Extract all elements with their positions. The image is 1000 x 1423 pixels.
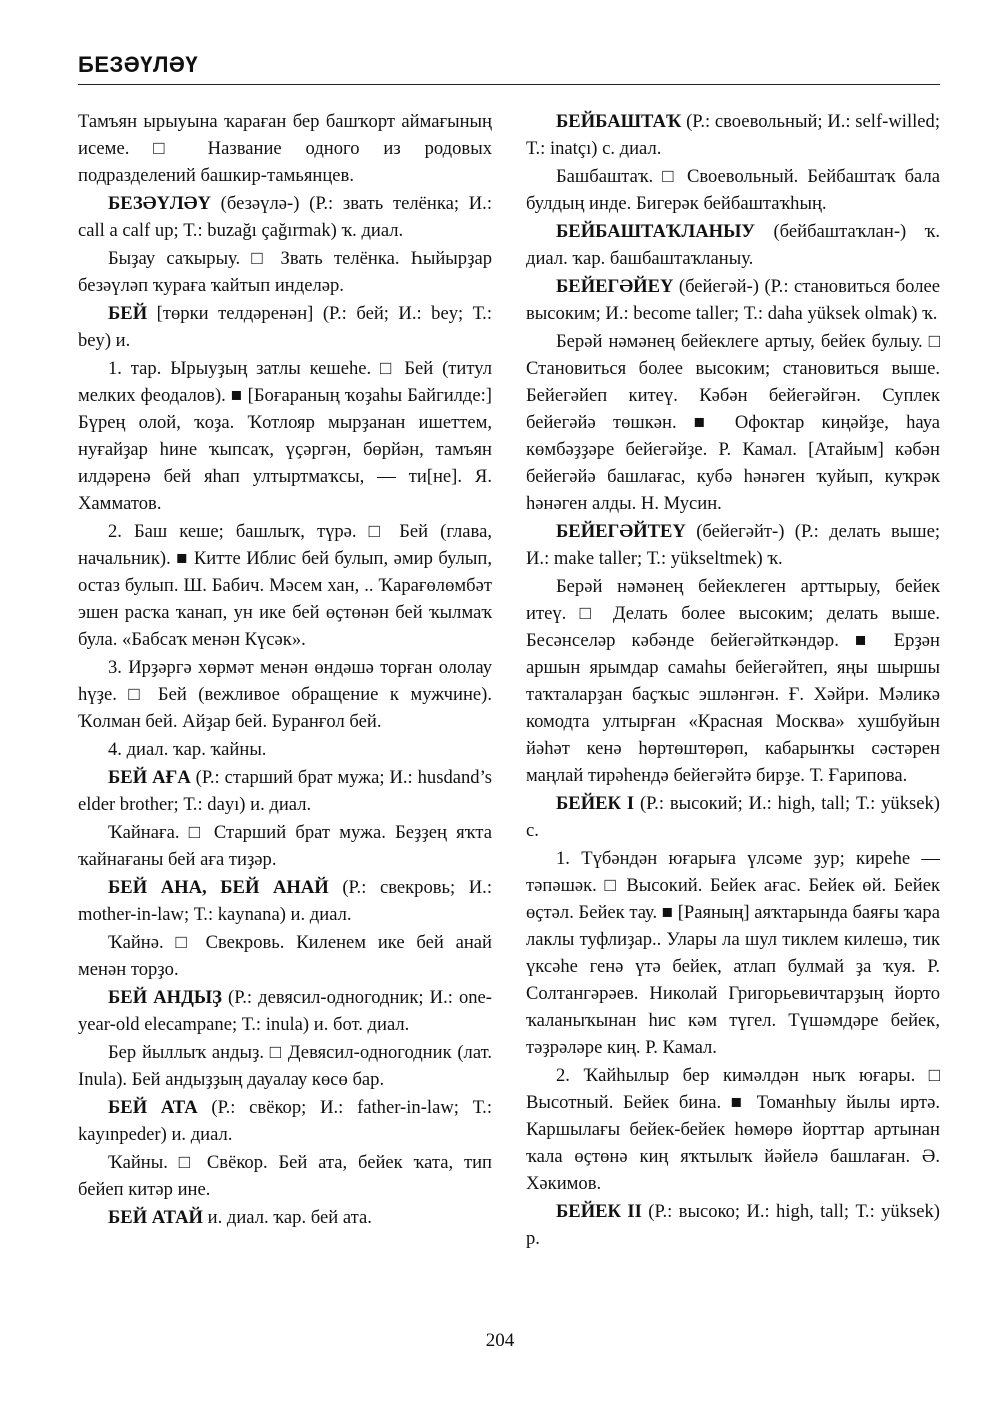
entry-paragraph: БЕЙЕГӘЙЕҮ (бейегәй-) (Р.: становиться более высоким; И.: become taller; Т.: daha yüksek olmak) ҡ. [526, 276, 940, 324]
headword: БЕЗӘҮЛӘҮ [108, 193, 211, 214]
entry-paragraph: 1. Түбәндән юғарыға үлсәме ҙур; киреһе — тәпәшәк. □ Высокий. Бейек ағас. Бейек өй. Бейек өҫтәл. Бейек тау. ■ [Раяның] аяҡтарында баяғы ҡара лаклы туфлиҙар.. Улары ла шул тиклем килешә, тик үксәһе генә үтә бейек, атлап булмай ҙа ҡуя. Р. Солтангәрәев. Николай Григорьевичтарҙың йорто ҡаланыҡынан һис кәм түгел. Түшәмдәре бейек, тәҙрәләре киң. Р. Камал. [526, 848, 940, 1058]
entry-paragraph: БЕЙ АТАЙ и. диал. ҡар. бей ата. [108, 1207, 372, 1228]
headword: БЕЙЕК II [556, 1201, 642, 1222]
entry-paragraph: 4. диал. ҡар. ҡайны. [108, 739, 267, 760]
entry-paragraph: 3. Ирҙәргә хөрмәт менән өндәшә торған ололау һүҙе. □ Бей (вежливое обращение к мужчине). Ҡолман бей. Айҙар бей. Буранғол бей. [78, 657, 492, 732]
headword: БЕЙ АНДЫҘ [108, 987, 222, 1008]
entry-paragraph: Ҡайнә. □ Свекровь. Киленем ике бей анай менән торҙо. [78, 932, 492, 980]
entry-paragraph: БЕЙ АНА, БЕЙ АНАЙ (Р.: свекровь; И.: mother-in-law; Т.: kaynana) и. диал. [78, 877, 492, 925]
entry-paragraph: БЕЙЕК I (Р.: высокий; И.: high, tall; Т.: yüksek) с. [526, 793, 940, 841]
headword: БЕЙ АТАЙ [108, 1207, 203, 1228]
entry-paragraph: Бер йыллыҡ андыҙ. □ Девясил-одногодник (лат. Inula). Бей андыҙҙың дауалау көсө бар. [78, 1042, 492, 1090]
entry-paragraph: БЕЙ АТА (Р.: свёкор; И.: father-in-law; Т.: kayınpeder) и. диал. [78, 1097, 492, 1145]
entry-paragraph: Быҙау саҡырыу. □ Звать телёнка. Һыйырҙар безәүләп ҡураға ҡайтып инделәр. [78, 248, 492, 296]
headword: БЕЙБАШТАҠ [556, 111, 682, 132]
headword: БЕЙЕК I [556, 793, 635, 814]
entry-paragraph: Башбаштаҡ. □ Своевольный. Бейбаштаҡ бала булдың инде. Бигерәк бейбаштаҡһың. [526, 166, 940, 214]
entry-paragraph: Берәй нәмәнең бейеклеген арттырыу, бейек итеү. □ Делать более высоким; делать выше. Бесәнселәр кәбәнде бейегәйткәндәр. ■ Ерҙән аршын ярымдар самаһы бейегәйтеп, яңы шыршы таҡталарҙан баҫҡыс эшләнгән. Ғ. Хәйри. Мәликә комодта ултырған «Красная Москва» хушбуйын йәһәт кенә һөртөштөрөп, кабарынҡы сәстәрен маңлай тирәһендә бейегәйтә бирҙе. Т. Ғарипова. [526, 576, 940, 786]
headword: БЕЙ АҒА [108, 767, 191, 788]
left-column [78, 108, 492, 1232]
entry-paragraph: 2. Ҡайһылыр бер кимәлдән ныҡ юғары. □ Высотный. Бейек бина. ■ Томанһыу йылы иртә. Каршылағы бейек-бейек һөмөрө йорттар артынан ҡала өҫтөнә киң яҡтылыҡ йәйелә башлаған. Ә. Хәкимов. [526, 1065, 940, 1194]
headword: БЕЙ [108, 303, 148, 324]
entry-paragraph: Берәй нәмәнең бейеклеге артыу, бейек булыу. □ Становиться более высоким; становиться выше. Бейегәйеп китеү. Кәбән бейегәйгән. Суплек бейегәйә төшкән. ■ Офоктар киңәйҙе, һауа көмбәҙҙәре бейегәйҙе. Р. Камал. [Атайым] кәбән бейегәйә башлағас, кубә һәнәген ҡуйып, куҡрәк һәнәген алды. Н. Мусин. [526, 331, 940, 514]
entry-paragraph: Ҡайны. □ Свёкор. Бей ата, бейек ҡата, тип бейеп китәр ине. [78, 1152, 492, 1200]
headword: БЕЙ АНА, БЕЙ АНАЙ [108, 877, 329, 898]
entry-paragraph: БЕЙЕГӘЙТЕҮ (бейегәйт-) (Р.: делать выше; И.: make taller; Т.: yükseltmek) ҡ. [526, 521, 940, 569]
right-column [526, 108, 940, 1253]
entry-paragraph: Ҡайнаға. □ Старший брат мужа. Беҙҙең яҡта ҡайнағаны бей аға тиҙәр. [78, 822, 492, 870]
entry-paragraph: БЕЙЕК II (Р.: высоко; И.: high, tall; Т.: yüksek) р. [526, 1201, 940, 1249]
entry-paragraph: БЕЙ [төрки телдәренән] (Р.: бей; И.: bey; Т.: bey) и. [78, 303, 492, 351]
entry-paragraph: БЕЙБАШТАҠ (Р.: своевольный; И.: self-willed; Т.: inatçı) с. диал. [526, 111, 940, 159]
headword: БЕЙБАШТАҠЛАНЫУ [556, 221, 756, 242]
entry-paragraph: 2. Баш кеше; башлыҡ, түрә. □ Бей (глава, начальник). ■ Китте Иблис бей булып, әмир булып, остаз булып. Ш. Бабич. Мәсем хан, .. Ҡарағөлөмбәт эшен расҡа ҡанап, ун ике бей өҫтөнән бей ҡылмаҡ була. «Бабсаҡ менән Күсәк». [78, 521, 492, 650]
entry-paragraph: 1. тар. Ырыуҙың затлы кешеһе. □ Бей (титул мелких феодалов). ■ [Боғараның ҡоҙаһы Байгилде:] Бүрең олой, ҡоҙа. Ҡотлояр мырҙанан ишеттем, нуғайҙар һине ҡыпсаҡ, үҫәргән, бөрйән, тамъян илдәренә бей яһап ултыртмаҡсы, — ти[не]. Я. Хамматов. [78, 358, 492, 514]
headword: БЕЙ АТА [108, 1097, 198, 1118]
entry-paragraph: Тамъян ырыуына ҡараған бер башҡорт аймағының исеме. □ Название одного из родовых подразделений башкир-тамьянцев. [78, 111, 492, 186]
entry-paragraph: БЕЙБАШТАҠЛАНЫУ (бейбаштаҡлан-) ҡ. диал. ҡар. башбаштаҡланыу. [526, 221, 940, 269]
entry-paragraph: БЕЙ АНДЫҘ (Р.: девясил-одногодник; И.: one-year-old elecampane; Т.: inula) и. бот. диал. [78, 987, 492, 1035]
headword: БЕЙЕГӘЙЕҮ [556, 276, 674, 297]
entry-paragraph: БЕЙ АҒА (Р.: старший брат мужа; И.: husdand’s elder brother; Т.: dayı) и. диал. [78, 767, 492, 815]
page-number: 204 [485, 1330, 515, 1351]
entry-paragraph: БЕЗӘҮЛӘҮ (безәүлә-) (Р.: звать телёнка; И.: call a calf up; Т.: buzağı çağırmak) ҡ. диал. [78, 193, 492, 241]
header-rule [78, 84, 940, 85]
page-header-title: БЕЗӘҮЛӘҮ [78, 52, 199, 77]
headword: БЕЙЕГӘЙТЕҮ [556, 521, 686, 542]
